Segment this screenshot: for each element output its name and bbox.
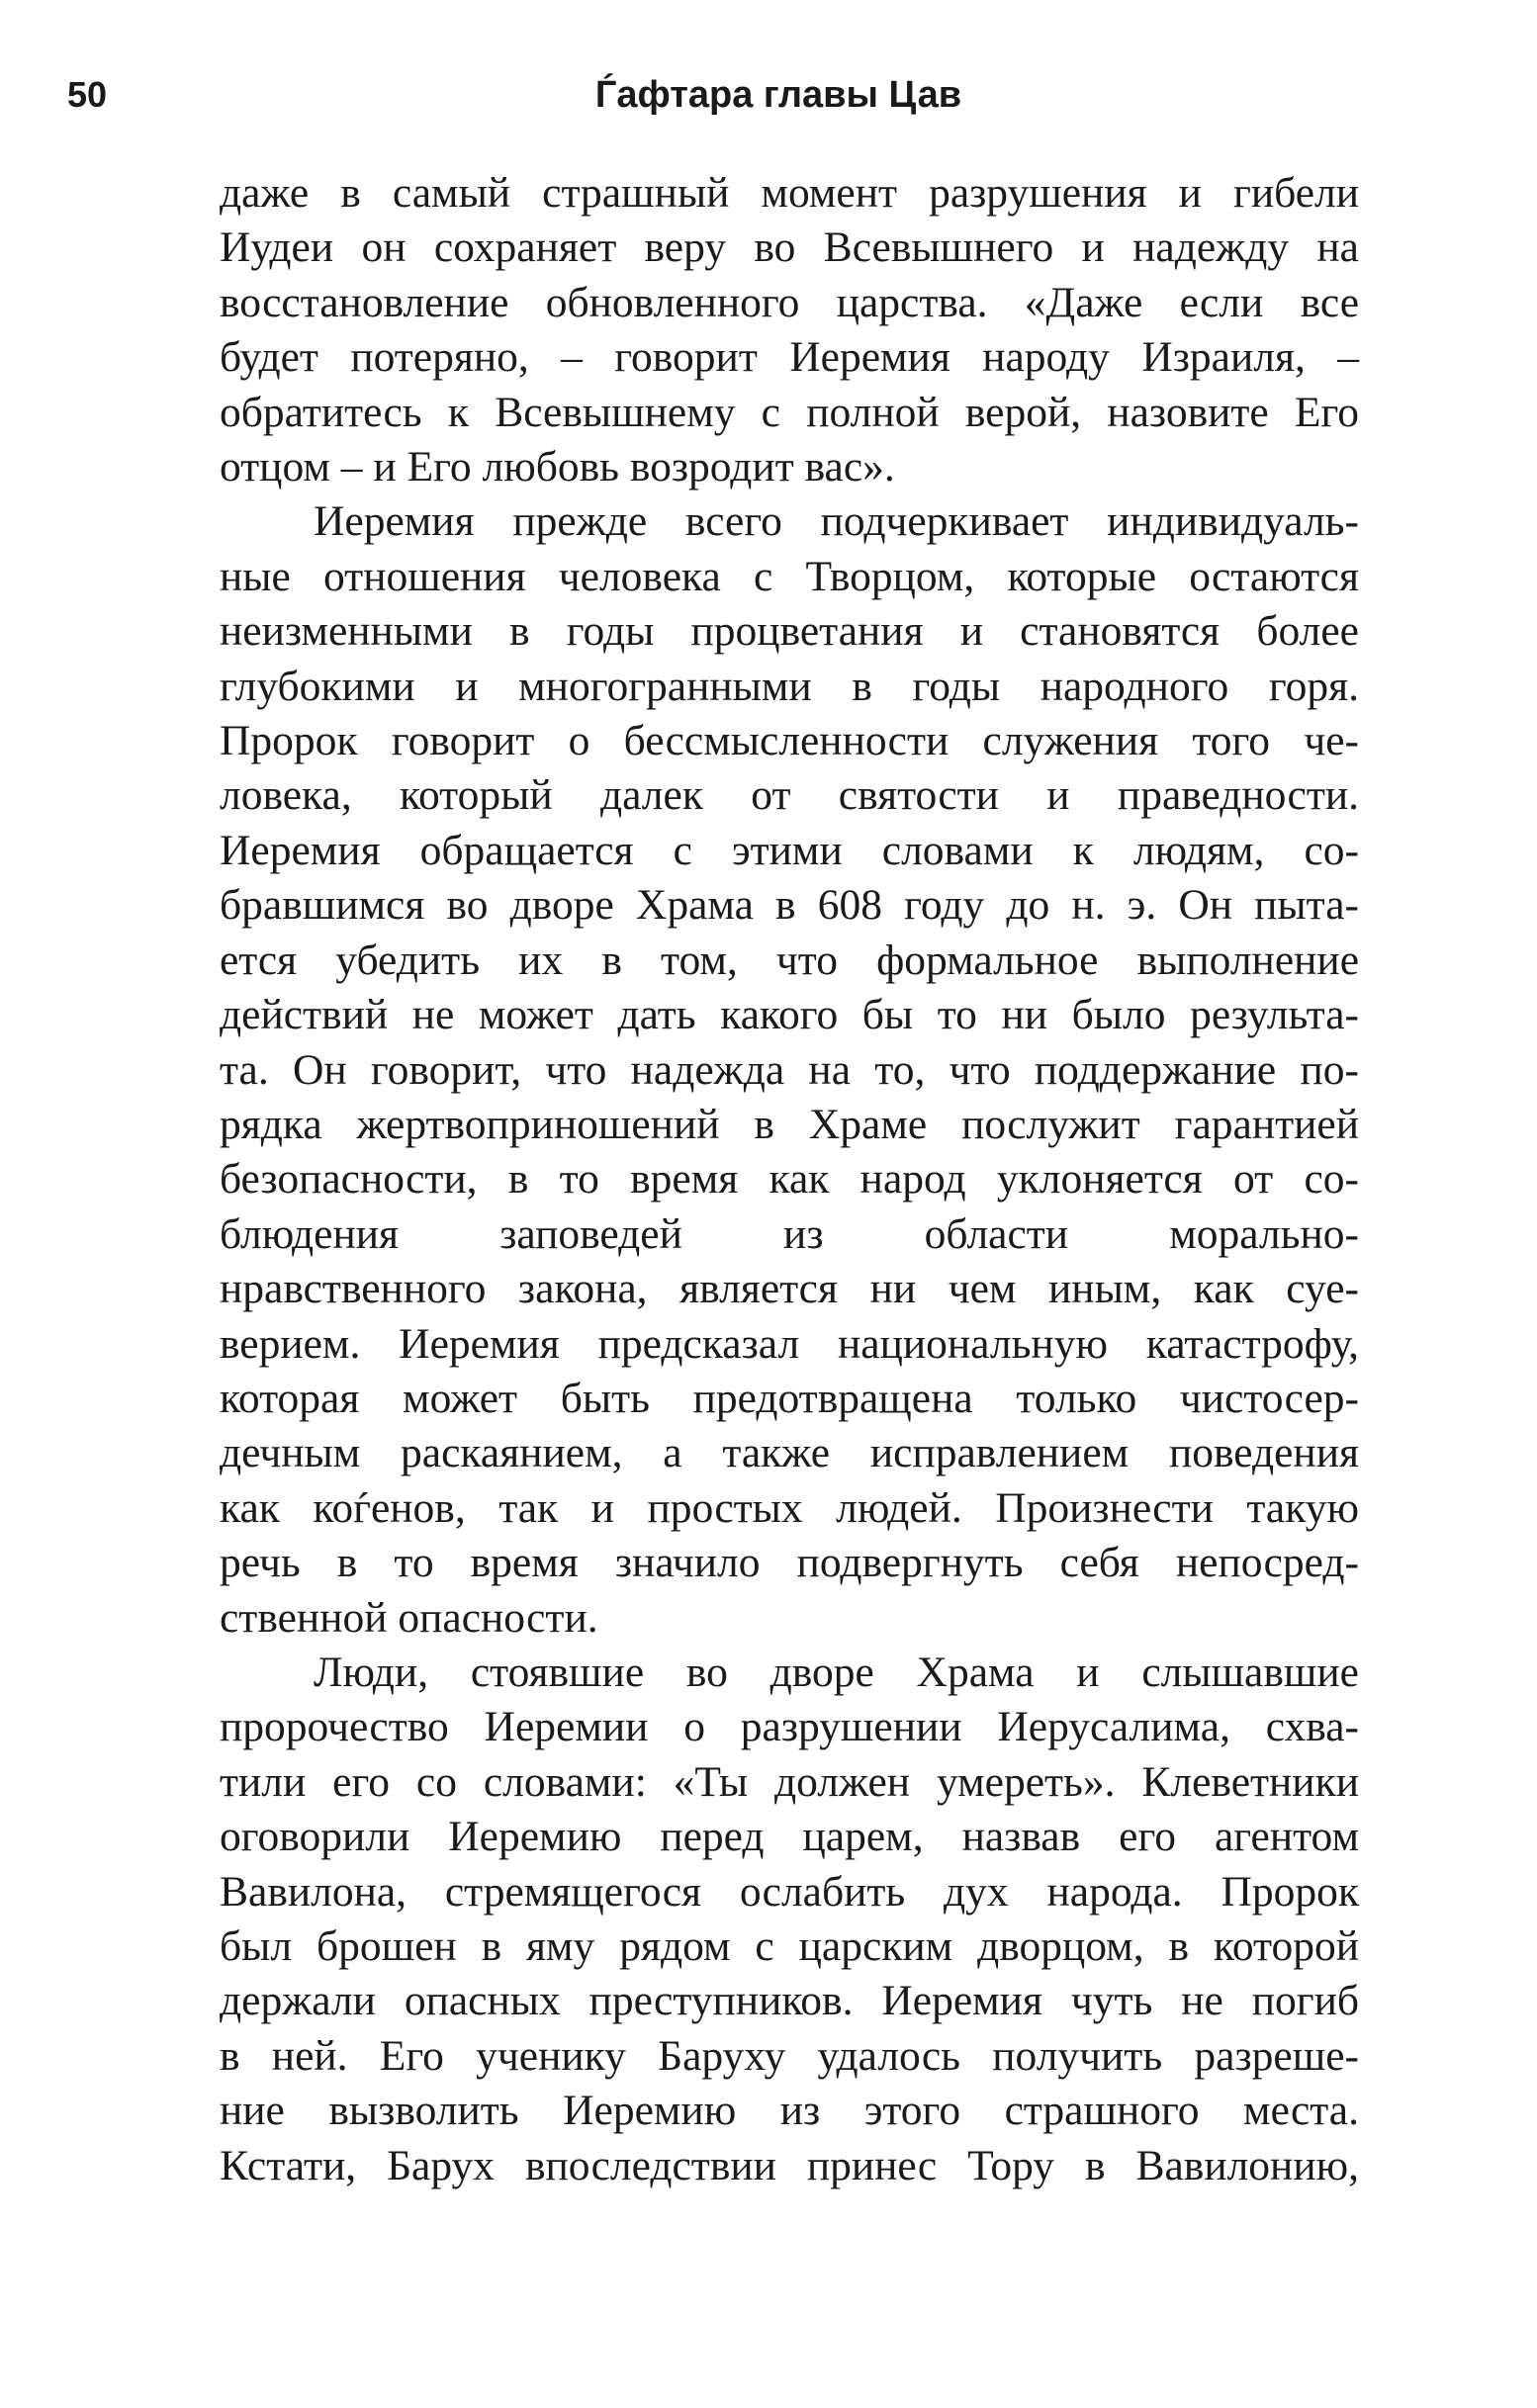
text-line: ственной опасности. [220,1593,598,1642]
text-line: Пророк говорит о бессмысленности служения того че- [220,717,1359,765]
text-line: речь в то время значило подвергнуть себя непосред- [220,1539,1359,1587]
text-line: блюдения заповедей из области морально- [220,1209,1359,1258]
text-line: даже в самый страшный момент разрушения и гибели [220,169,1359,217]
text-line: как коѓенов, так и простых людей. Произнести такую [220,1483,1359,1532]
text-line: отцом – и Его любовь возродит вас». [220,443,895,491]
text-line: рядка жертвоприношений в Храме послужит гарантией [220,1100,1359,1148]
text-line: нравственного закона, является ни чем иным, как суе- [220,1265,1359,1313]
text-line: действий не может дать какого бы то ни было результа- [220,991,1359,1039]
text-line: Люди, стоявшие во дворе Храма и слышавшие [314,1648,1359,1696]
text-line: был брошен в яму рядом с царским дворцом, в которой [220,1922,1359,1970]
text-line: в ней. Его ученику Баруху удалось получить разреше- [220,2031,1359,2080]
running-title: Ѓафтара главы Цав [594,74,962,116]
text-line: Вавилона, стремящегося ослабить дух народа. Пророк [220,1867,1359,1916]
text-line: глубокими и многогранными в годы народного горя. [220,662,1359,710]
text-line: держали опасных преступников. Иеремия чуть не погиб [220,1977,1359,2025]
page-header [0,69,1537,129]
text-line: пророчество Иеремии о разрушении Иерусалима, схва- [220,1703,1359,1751]
text-line: безопасности, в то время как народ уклоняется от со- [220,1155,1359,1204]
text-body [220,166,1359,2193]
text-line: дечным раскаянием, а также исправлением поведения [220,1429,1359,1477]
text-line: Иудеи он сохраняет веру во Всевышнего и надежду на [220,223,1359,272]
text-line: обратитесь к Всевышнему с полной верой, назовите Его [220,388,1359,436]
text-line: неизменными в годы процветания и становятся более [220,607,1359,656]
text-line: ется убедить их в том, что формальное выполнение [220,936,1359,984]
text-line: будет потеряно, – говорит Иеремия народу Израиля, – [220,333,1359,382]
text-line: Кстати, Барух впоследствии принес Тору в Вавилонию, [220,2141,1359,2189]
text-line: Иеремия обращается с этими словами к людям, со- [220,826,1359,874]
text-line: восстановление обновленного царства. «Даже если все [220,278,1359,326]
text-line: ные отношения человека с Творцом, которые остаются [220,552,1359,600]
text-line: ловека, который далек от святости и праведности. [220,771,1359,820]
text-line: та. Он говорит, что надежда на то, что поддержание по- [220,1045,1359,1094]
page-number: 50 [67,74,108,115]
text-line: бравшимся во дворе Храма в 608 году до н. э. Он пыта- [220,881,1359,930]
text-line: оговорили Иеремию перед царем, назвав его агентом [220,1813,1359,1861]
text-line: ние вызволить Иеремию из этого страшного места. [220,2087,1359,2135]
text-line: тили его со словами: «Ты должен умереть». Клеветники [220,1757,1359,1806]
text-line: верием. Иеремия предсказал национальную катастрофу, [220,1319,1359,1368]
text-line: которая может быть предотвращена только чистосер- [220,1374,1359,1422]
text-line: Иеремия прежде всего подчеркивает индивидуаль- [314,497,1359,546]
